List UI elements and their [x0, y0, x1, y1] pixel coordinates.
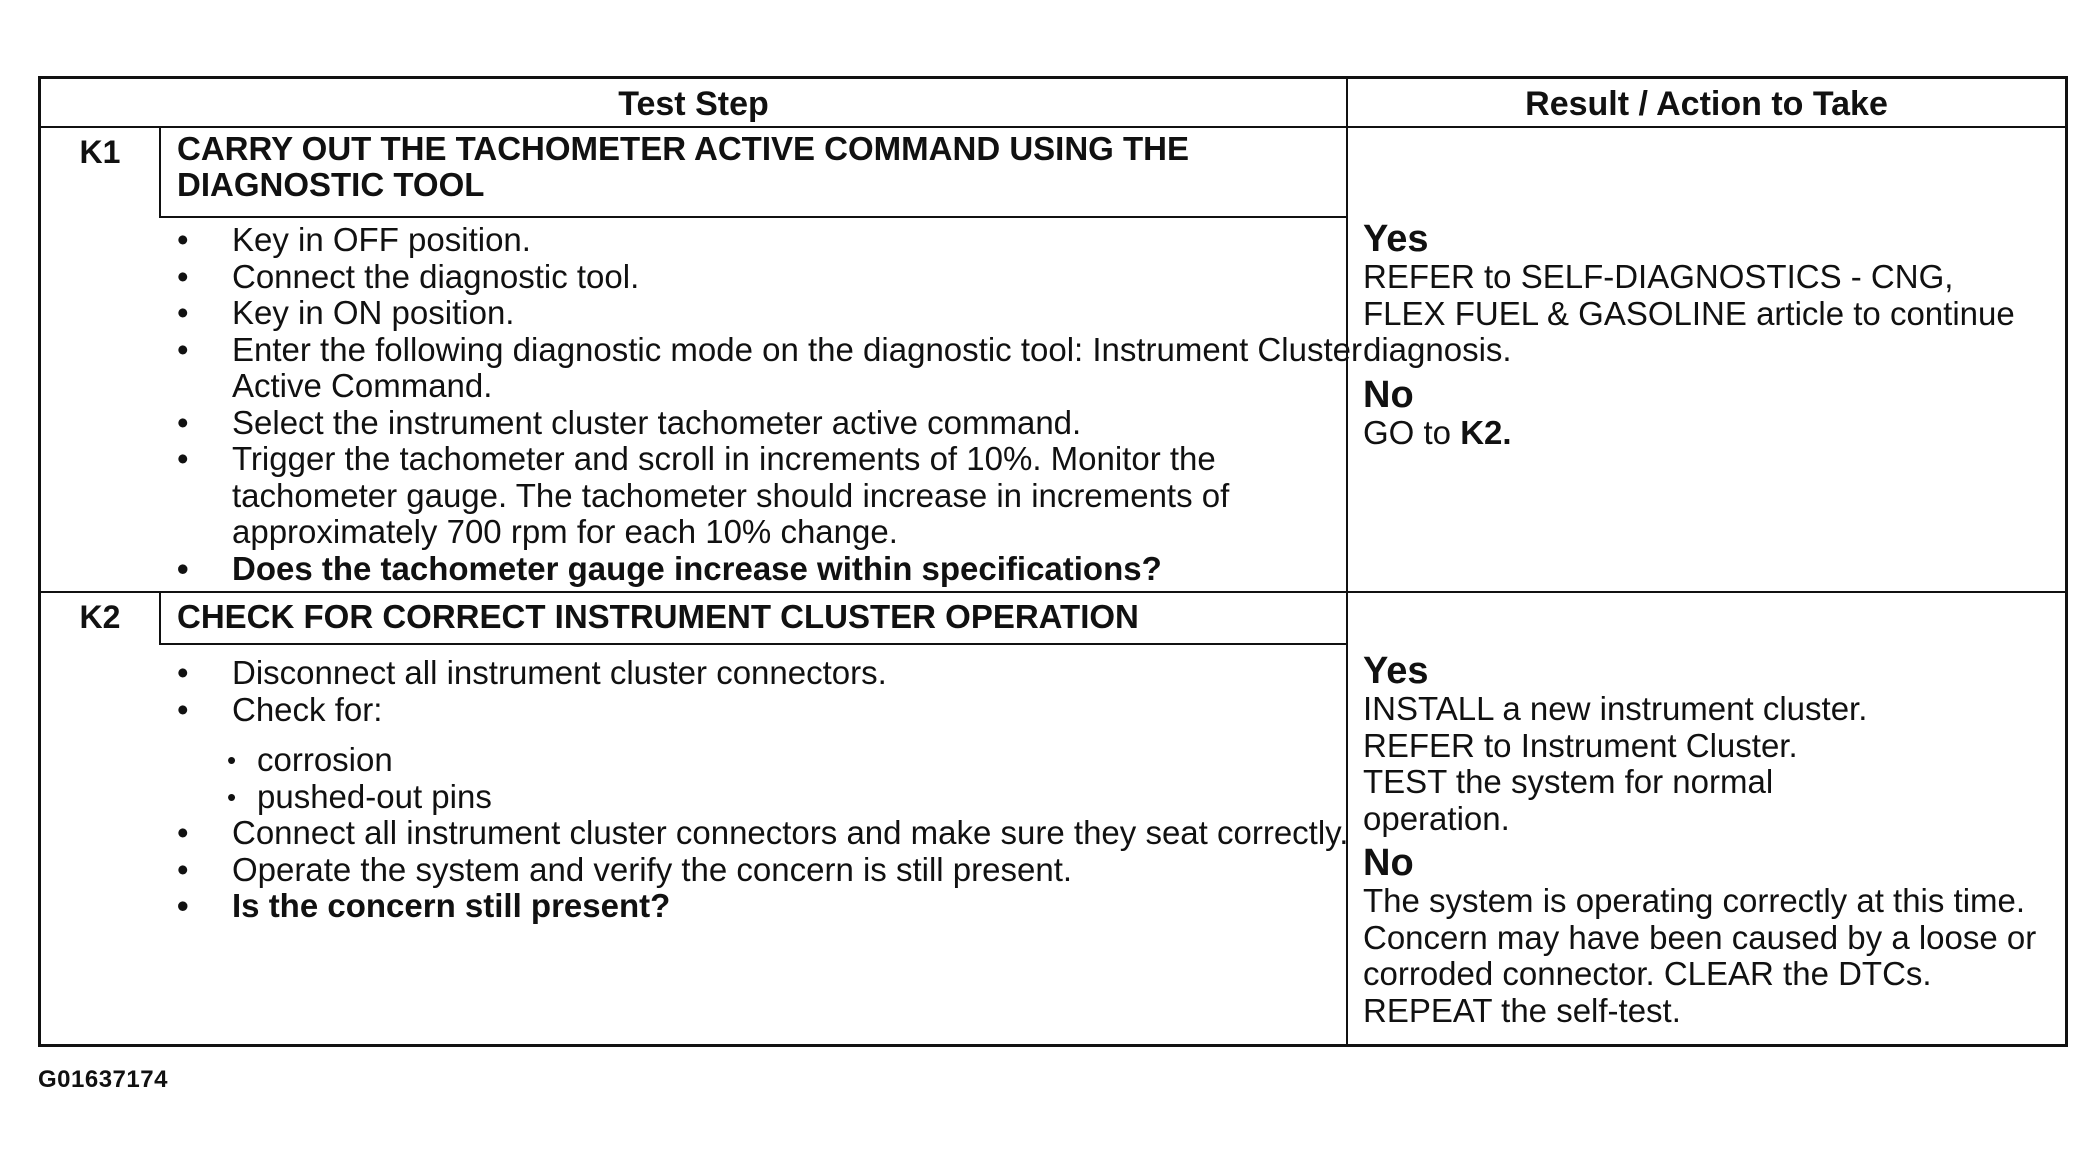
k2-id-divider — [159, 591, 161, 645]
list-item: • Disconnect all instrument cluster connectors. — [177, 655, 1367, 692]
row-divider — [41, 591, 2065, 593]
yes-action-line: REFER to Instrument Cluster. — [1363, 726, 1798, 764]
step-list-k1 — [177, 222, 1367, 587]
figure-id: G01637174 — [38, 1066, 168, 1093]
list-item: • Operate the system and verify the concern is still present. — [177, 852, 1367, 889]
list-item: • Key in ON position. — [177, 295, 1367, 332]
sub-list-item — [177, 779, 1367, 816]
no-action-k1 — [1363, 415, 2063, 452]
header-result-action: Result / Action to Take — [1525, 85, 1888, 123]
no-action-text: GO to — [1363, 413, 1452, 451]
step-id-k1: K1 — [79, 134, 121, 170]
header-test-step: Test Step — [618, 85, 769, 123]
list-item: • Trigger the tachometer and scroll in increments of 10%. Monitor the tachometer gauge. The tachometer should increase in increments of approximately 700 rpm for each 10% change. — [177, 441, 1367, 551]
k2-title-divider — [159, 643, 1346, 645]
yes-label: Yes — [1363, 218, 1429, 260]
list-item: • Connect all instrument cluster connectors and make sure they seat correctly. — [177, 815, 1367, 852]
no-action-k2: The system is operating correctly at this time. Concern may have been caused by a loose or corroded connector. CLEAR the DTCs. REPEAT the self-test. — [1363, 882, 2037, 1029]
k1-title-divider — [159, 216, 1346, 218]
step-list-k2 — [177, 655, 1367, 925]
step-link-k2[interactable]: K2. — [1460, 413, 1512, 451]
no-label: No — [1363, 373, 1414, 416]
no-label: No — [1363, 842, 1414, 884]
step-id-k2: K2 — [79, 599, 121, 635]
diagnostic-table — [38, 76, 2068, 1047]
step-title-k2: CHECK FOR CORRECT INSTRUMENT CLUSTER OPERATION — [177, 598, 1139, 635]
result-k1 — [1363, 219, 2063, 451]
list-item: • Key in OFF position. — [177, 222, 1367, 259]
sub-item-text: corrosion — [257, 741, 393, 778]
list-item: • Select the instrument cluster tachometer active command. — [177, 405, 1367, 442]
step-question-k1: • Does the tachometer gauge increase within specifications? — [177, 551, 1367, 588]
yes-action-line: INSTALL a new instrument cluster. — [1363, 690, 1868, 727]
yes-action-k1: REFER to SELF-DIAGNOSTICS - CNG, FLEX FUEL & GASOLINE article to continue diagnosis. — [1363, 258, 2015, 368]
list-item: • Check for: — [177, 692, 1367, 729]
yes-label: Yes — [1363, 650, 1429, 692]
result-k2 — [1363, 651, 2063, 1029]
step-title-k1: CARRY OUT THE TACHOMETER ACTIVE COMMAND USING THE DIAGNOSTIC TOOL — [177, 130, 1189, 203]
sub-item-text: pushed-out pins — [257, 777, 492, 815]
list-item: • Connect the diagnostic tool. — [177, 259, 1367, 296]
header-divider — [41, 126, 2065, 128]
yes-action-line: TEST the system for normal operation. — [1363, 763, 1774, 837]
list-item: • Enter the following diagnostic mode on the diagnostic tool: Instrument Cluster Active Command. — [177, 332, 1367, 405]
sub-list-item — [177, 742, 1367, 779]
k1-id-divider — [159, 126, 161, 218]
step-question-k2: • Is the concern still present? — [177, 888, 1367, 925]
